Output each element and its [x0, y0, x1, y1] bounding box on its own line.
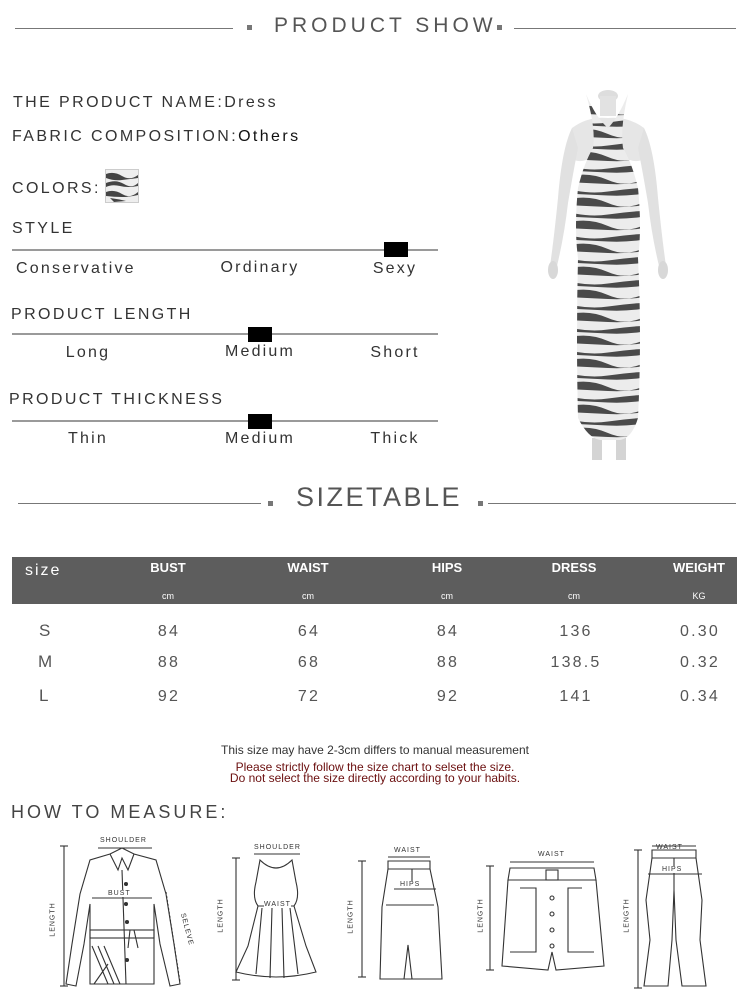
cell-bust: 88	[157, 654, 181, 671]
jacket-length-label: LENGTH	[49, 902, 57, 937]
fabric-composition	[12, 128, 300, 146]
cell-bust: 84	[157, 623, 181, 640]
pants-hips-label: HIPS	[662, 866, 683, 873]
colors-label: COLORS:	[12, 180, 101, 197]
product-name-label: THE PRODUCT NAME:	[13, 94, 225, 111]
thickness-option-thick: Thick	[370, 430, 420, 447]
thickness-scale-track	[12, 420, 438, 422]
header-dot-left	[247, 25, 252, 30]
style-option-ordinary: Ordinary	[220, 259, 300, 276]
skirt-hips-label: HIPS	[400, 881, 421, 888]
col-unit-dress: cm	[568, 591, 580, 601]
cell-bust: 92	[157, 688, 181, 705]
style-label: STYLE	[12, 220, 75, 237]
cell-size: M	[38, 652, 53, 671]
style-scale-track	[12, 249, 438, 251]
header-dot-right	[497, 25, 502, 30]
jacket-shoulder-label: SHOULDER	[100, 837, 147, 844]
dress-waist-label: WAIST	[264, 901, 291, 908]
page-title: PRODUCT SHOW	[274, 14, 497, 37]
col-unit-hips: cm	[441, 591, 453, 601]
cell-size: L	[39, 686, 49, 705]
cell-waist: 64	[297, 623, 321, 640]
product-name	[13, 94, 278, 112]
fabric-value: Others	[238, 128, 301, 145]
size-table-header	[12, 557, 737, 604]
col-header-dress: DRESS	[551, 560, 597, 575]
product-image	[538, 88, 678, 468]
cell-weight: 0.34	[680, 688, 720, 705]
col-unit-waist: cm	[302, 591, 314, 601]
pants-measure-figure	[623, 840, 736, 992]
jacket-measure-figure	[48, 834, 198, 994]
jacket-bust-label: BUST	[108, 890, 131, 897]
sizetable-title: SIZETABLE	[296, 482, 463, 512]
dress-measure-figure	[212, 842, 332, 984]
size-note-habits: Do not select the size directly according to your habits.	[229, 771, 521, 785]
cell-hips: 84	[436, 623, 460, 640]
sizetable-dot-left	[268, 501, 273, 506]
cell-weight: 0.32	[680, 654, 720, 671]
style-option-conservative: Conservative	[16, 260, 136, 277]
length-label: PRODUCT LENGTH	[11, 306, 193, 323]
shorts-length-label: LENGTH	[477, 898, 485, 933]
length-scale-marker	[248, 327, 272, 342]
zebra-print-swatch-icon[interactable]	[105, 169, 139, 203]
length-scale-track	[12, 333, 438, 335]
skirt-measure-figure	[342, 845, 452, 985]
cell-waist: 72	[297, 688, 321, 705]
cell-hips: 88	[436, 654, 460, 671]
jacket-sleeve-label: SELEVE	[178, 912, 195, 947]
thickness-scale-marker	[248, 414, 272, 429]
cell-dress: 138.5	[550, 654, 602, 671]
cell-dress: 136	[559, 623, 593, 640]
length-option-short: Short	[370, 344, 420, 361]
col-header-size: size	[25, 562, 62, 579]
thickness-option-thin: Thin	[68, 430, 108, 447]
fabric-label: FABRIC COMPOSITION:	[12, 128, 239, 145]
skirt-waist-label: WAIST	[394, 847, 421, 854]
pants-length-label: LENGTH	[623, 898, 631, 933]
col-header-hips: HIPS	[431, 560, 463, 575]
col-header-bust: BUST	[150, 560, 186, 575]
header-rule-left	[15, 28, 233, 29]
skirt-length-label: LENGTH	[347, 899, 355, 934]
cell-waist: 68	[297, 654, 321, 671]
col-header-waist: WAIST	[287, 560, 329, 575]
pants-waist-label: WAIST	[656, 844, 683, 851]
col-unit-bust: cm	[162, 591, 174, 601]
product-name-value: Dress	[224, 94, 278, 111]
thickness-label: PRODUCT THICKNESS	[9, 391, 225, 408]
cell-dress: 141	[559, 688, 593, 705]
style-scale-marker	[384, 242, 408, 257]
cell-size: S	[39, 621, 51, 640]
shorts-waist-label: WAIST	[538, 851, 565, 858]
thickness-option-medium: Medium	[224, 430, 296, 447]
sizetable-dot-right	[478, 501, 483, 506]
shorts-measure-figure	[472, 848, 622, 978]
col-header-weight: WEIGHT	[673, 560, 725, 575]
cell-hips: 92	[436, 688, 460, 705]
how-to-measure-title: HOW TO MEASURE:	[11, 802, 229, 822]
length-option-long: Long	[65, 344, 111, 361]
dress-shoulder-label: SHOULDER	[254, 844, 301, 851]
size-note-follow-chart: Please strictly follow the size chart to selset the size.	[235, 760, 515, 774]
header-rule-right	[514, 28, 736, 29]
length-option-medium: Medium	[224, 343, 296, 360]
dress-length-label: LENGTH	[217, 898, 225, 933]
sizetable-rule-right	[488, 503, 736, 504]
sizetable-rule-left	[18, 503, 261, 504]
style-option-sexy: Sexy	[372, 260, 418, 277]
cell-weight: 0.30	[680, 623, 720, 640]
size-note-measurement: This size may have 2-3cm differs to manual measurement	[221, 743, 529, 757]
col-unit-weight: KG	[692, 591, 706, 601]
